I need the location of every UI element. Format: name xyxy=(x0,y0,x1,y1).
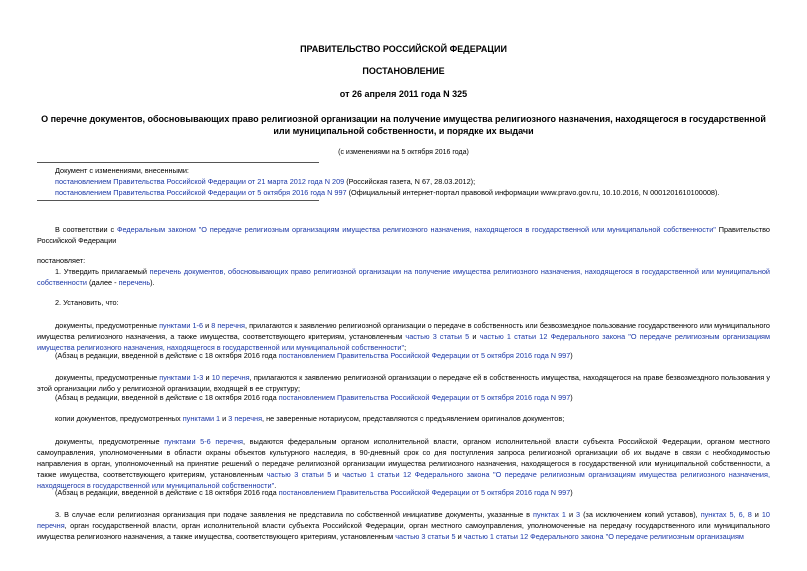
items-1-3-link[interactable]: пунктами 1-3 xyxy=(159,373,204,382)
amendment-source-2012: (Российская газета, N 67, 28.03.2012); xyxy=(344,177,476,186)
clause-2-heading: 2. Установить, что: xyxy=(55,298,119,307)
preamble-paragraph xyxy=(37,224,770,246)
edition-note-close: ) xyxy=(570,393,573,402)
item-1-text-b: и xyxy=(203,321,212,330)
edition-note-text: (Абзац в редакции, введенной в действие с 18 октября 2016 года xyxy=(55,351,279,360)
item-1-text-e: ; xyxy=(404,343,407,352)
clause-2-item-3 xyxy=(37,413,770,424)
item-4-text-b: , выдаются федеральным органом исполнительной власти, органом исполнительной власти субъекта Российской Федерации, органом местного самоуправления, уполномоченными в области охраны объектов культурного наследия, в 90-дневный срок со дня поступления запроса религиозной организации об их выдаче в связи с необходимостью направления в орган, уполномоченный на принятие решений о передаче религиозной организации имущества религиозного назначения, находящегося в государственной или муниципальной собственности, а также имущества, соответствующего критериям, установленным xyxy=(37,437,770,479)
document-date: от 26 апреля 2011 года N 325 xyxy=(339,89,468,99)
article-5-link[interactable]: частью 3 статьи 5 xyxy=(405,332,470,341)
clause-3-item-1-link[interactable]: пунктах 1 xyxy=(533,510,566,519)
item-8-link[interactable]: 8 перечня xyxy=(211,321,245,330)
clause-1-text-c: ). xyxy=(150,278,155,287)
edition-note-link[interactable]: постановлением Правительства Российской Федерации от 5 октября 2016 года N 997 xyxy=(278,351,571,360)
list-short-link[interactable]: перечень xyxy=(118,278,151,287)
edition-note-link[interactable]: постановлением Правительства Российской Федерации от 5 октября 2016 года N 997 xyxy=(278,393,571,402)
edition-note-1 xyxy=(55,350,573,361)
clause-2-item-1 xyxy=(37,320,770,353)
clause-3-item-10-link[interactable]: 10 перечня xyxy=(37,510,770,530)
item-2-text-b: и xyxy=(203,373,212,382)
federal-law-link[interactable]: Федеральным законом "О передаче религиозным организациям имущества религиозного назначения, находящегося в государственной или муниципальной собственности" xyxy=(116,225,716,234)
article-5-link-2[interactable]: частью 3 статьи 5 xyxy=(266,470,332,479)
edition-note-2 xyxy=(55,392,573,403)
edition-note-link[interactable]: постановлением Правительства Российской Федерации от 5 октября 2016 года N 997 xyxy=(278,488,571,497)
document-title-line-1: О перечне документов, обосновывающих право религиозной организации на получение имущества религиозного назначения, находящегося в государственной xyxy=(41,114,766,124)
item-1-link[interactable]: пунктами 1 xyxy=(182,414,221,423)
preamble-text-b: Правительство Российской Федерации xyxy=(37,225,770,245)
changes-intro: Документ с изменениями, внесенными: xyxy=(55,166,189,175)
clause-3-text-d: и xyxy=(751,510,762,519)
revision-note: (с изменениями на 5 октября 2016 года) xyxy=(338,149,469,156)
item-3-link[interactable]: 3 перечня xyxy=(228,414,263,423)
clause-1-text-b: (далее - xyxy=(86,278,119,287)
list-link[interactable]: перечень документов, обосновывающих право религиозной организации на получение имущества религиозного назначения, находящегося в государственной или муниципальной собственности xyxy=(37,267,770,287)
edition-note-3 xyxy=(55,487,573,498)
item-2-text-a: документы, предусмотренные xyxy=(55,373,160,382)
amendment-source-2016: (Официальный интернет-портал правовой информации www.pravo.gov.ru, 10.10.2016, N 0001201610100008). xyxy=(346,188,720,197)
clause-2-item-4 xyxy=(37,436,770,491)
item-4-text-d: . xyxy=(274,481,277,490)
government-name: ПРАВИТЕЛЬСТВО РОССИЙСКОЙ ФЕДЕРАЦИИ xyxy=(300,44,507,54)
item-1-text-a: документы, предусмотренные xyxy=(55,321,160,330)
item-4-text-c: и xyxy=(331,470,343,479)
amendment-link-2012[interactable]: постановлением Правительства Российской Федерации от 21 марта 2012 года N 209 xyxy=(55,177,345,186)
document-type: ПОСТАНОВЛЕНИЕ xyxy=(362,66,445,76)
clause-1-paragraph xyxy=(37,266,770,288)
edition-note-close: ) xyxy=(570,351,573,360)
clause-3-article-12-link[interactable]: частью 1 статьи 12 Федерального закона "О передаче религиозным организациям xyxy=(463,532,744,541)
article-12-link-2[interactable]: частью 1 статьи 12 Федерального закона "О передаче религиозным организациям имущества религиозного назначения, находящегося в государственной или муниципальной собственности" xyxy=(37,470,770,490)
item-2-text-c: , прилагаются к заявлению религиозной организации о передаче ей в собственность имущества, находящегося на праве безвозмездного пользования у этой организации либо у религиозной организации, входящей в ее структуру; xyxy=(37,373,770,393)
changes-block xyxy=(55,165,775,198)
clause-3-text-f: и xyxy=(455,532,464,541)
edition-note-close: ) xyxy=(570,488,573,497)
item-10-link[interactable]: 10 перечня xyxy=(211,373,250,382)
item-3-text-c: , не заверенные нотариусом, представляются с предъявлением оригиналов документов; xyxy=(262,414,565,423)
edition-note-text: (Абзац в редакции, введенной в действие с 18 октября 2016 года xyxy=(55,488,279,497)
amendment-link-2016[interactable]: постановлением Правительства Российской Федерации от 5 октября 2016 года N 997 xyxy=(55,188,347,197)
clause-3-items-5-6-8-link[interactable]: пунктах 5, 6, 8 xyxy=(700,510,752,519)
edition-note-text: (Абзац в редакции, введенной в действие с 18 октября 2016 года xyxy=(55,393,279,402)
item-3-text-a: копии документов, предусмотренных xyxy=(55,414,183,423)
clause-3-text-a: 3. В случае если религиозная организация при подаче заявления не представила по собственной инициативе документы, указанные в xyxy=(55,510,534,519)
document-title-line-2: или муниципальной собственности, и порядке их выдачи xyxy=(273,126,534,136)
divider-bottom xyxy=(37,200,319,201)
item-1-text-d: и xyxy=(469,332,480,341)
preamble-text-a: В соответствии с xyxy=(55,225,117,234)
clause-2-item-2 xyxy=(37,372,770,394)
clause-3-item-3-link[interactable]: 3 xyxy=(576,510,581,519)
clause-3-paragraph xyxy=(37,509,770,542)
decree-word: постановляет: xyxy=(37,256,86,265)
clause-3-text-c: (за исключением копий уставов), xyxy=(580,510,701,519)
divider-top xyxy=(37,162,319,163)
items-1-6-link[interactable]: пунктами 1-6 xyxy=(159,321,204,330)
clause-3-text-b: и xyxy=(565,510,577,519)
clause-3-text-e: , орган государственной власти, орган исполнительной власти субъекта Российской Федерации, орган местного самоуправления, уполномоченные на передачу государственного или муниципального имущества религиозного назначения, а также имущества, соответствующего критериям, установленным xyxy=(37,521,770,541)
clause-1-text-a: 1. Утвердить прилагаемый xyxy=(55,267,150,276)
clause-3-article-5-link[interactable]: частью 3 статьи 5 xyxy=(395,532,456,541)
items-5-6-link[interactable]: пунктами 5-6 перечня xyxy=(164,437,243,446)
article-12-link[interactable]: частью 1 статьи 12 Федерального закона "О передаче религиозным организациям имущества религиозного назначения, находящегося в государственной или муниципальной собственности" xyxy=(37,332,770,352)
item-3-text-b: и xyxy=(220,414,229,423)
item-4-text-a: документы, предусмотренные xyxy=(55,437,165,446)
item-1-text-c: , прилагаются к заявлению религиозной организации о передаче в собственность или безвозмездное пользование государственного или муниципального имущества религиозного назначения, а также имущества, соответствующего критериям, установленным xyxy=(37,321,770,341)
